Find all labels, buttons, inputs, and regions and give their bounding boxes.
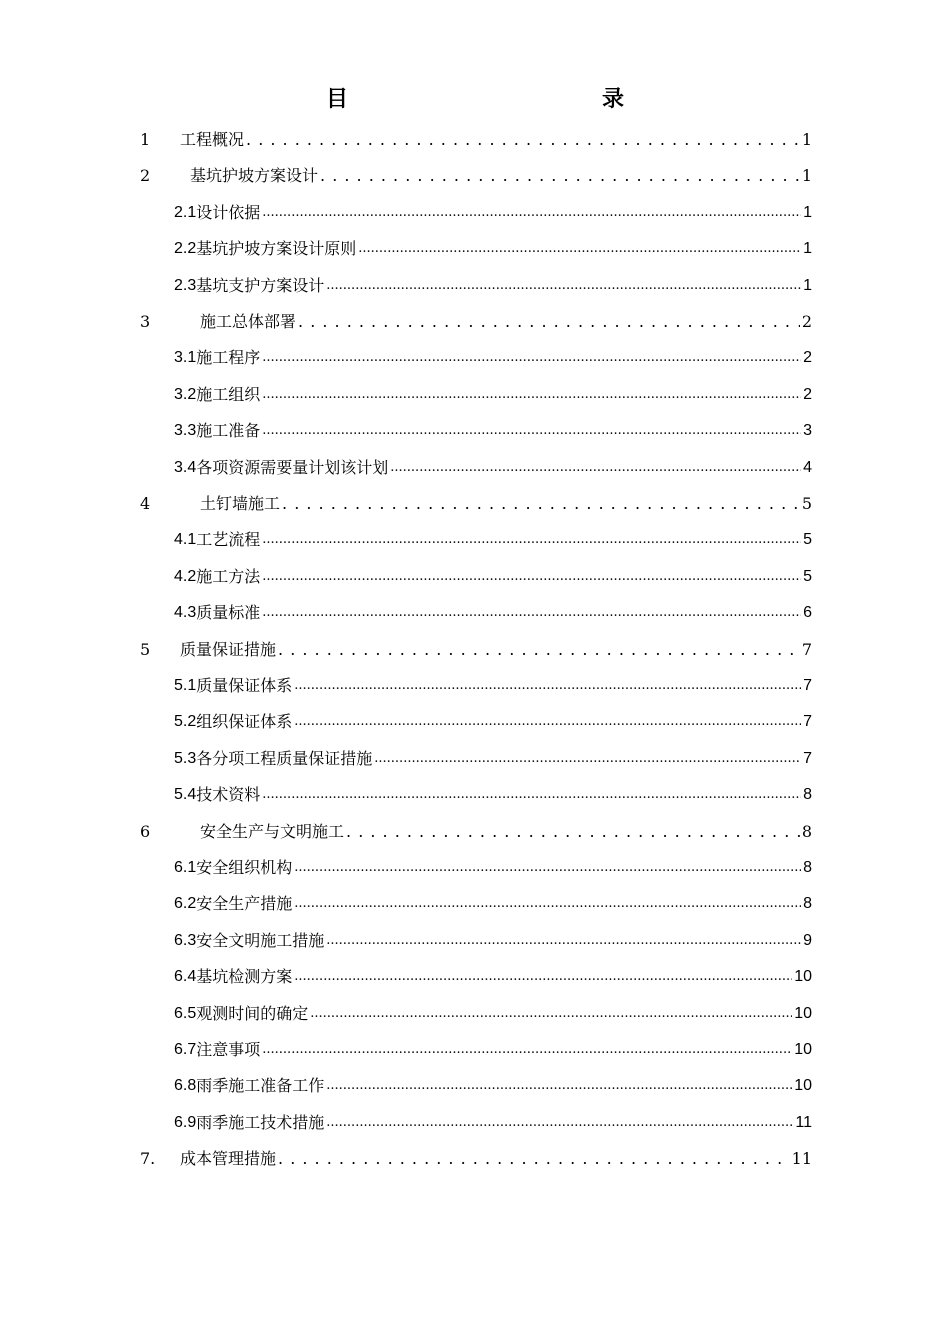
toc-entry-title: 质量保证措施 bbox=[180, 639, 277, 659]
toc-entry-number: 3.1 bbox=[174, 349, 197, 367]
toc-dot-leader bbox=[278, 640, 800, 660]
toc-chapter-entry[interactable] bbox=[0, 124, 950, 150]
toc-dot-leader bbox=[262, 785, 801, 805]
toc-entry-title: 工程概况 bbox=[180, 130, 245, 149]
toc-dot-leader bbox=[298, 312, 800, 332]
toc-page-number: 5 bbox=[803, 531, 812, 549]
toc-entry-number: 3 bbox=[140, 312, 151, 331]
toc-page-number: 3 bbox=[803, 422, 812, 440]
toc-dot-leader bbox=[346, 822, 800, 842]
toc-entry-title: 基坑护坡方案设计 bbox=[190, 166, 319, 186]
toc-entry-title: 基坑支护方案设计 bbox=[196, 275, 325, 295]
toc-page-number: 7 bbox=[801, 639, 812, 659]
toc-page-number: 1 bbox=[803, 203, 812, 221]
toc-dot-leader bbox=[262, 530, 801, 550]
toc-entry-number: 7. bbox=[140, 1149, 156, 1169]
toc-entry-title: 施工方法 bbox=[196, 566, 261, 586]
toc-entry-title: 设计依据 bbox=[196, 202, 261, 222]
toc-entry-number: 5.4 bbox=[174, 786, 197, 804]
toc-entry-title: 技术资料 bbox=[196, 785, 261, 805]
toc-section-entry[interactable] bbox=[0, 342, 950, 368]
toc-dot-leader bbox=[262, 421, 801, 441]
toc-page-number: 2 bbox=[803, 385, 812, 403]
toc-page-number: 1 bbox=[801, 130, 812, 149]
toc-entry-title: 安全组织机构 bbox=[196, 858, 293, 877]
toc-section-entry[interactable] bbox=[0, 743, 950, 769]
toc-entry-number: 5 bbox=[140, 639, 151, 659]
toc-entry-title: 组织保证体系 bbox=[196, 712, 293, 732]
toc-entry-title: 雨季施工准备工作 bbox=[196, 1076, 325, 1096]
toc-entry-number: 6.9 bbox=[174, 1113, 197, 1131]
toc-entry-number: 1 bbox=[140, 130, 151, 149]
toc-dot-leader bbox=[320, 166, 800, 186]
toc-entry-title: 施工准备 bbox=[196, 421, 261, 441]
toc-entry-title: 施工总体部署 bbox=[200, 312, 297, 331]
toc-page-number: 8 bbox=[801, 821, 812, 841]
toc-page-number: 10 bbox=[794, 1004, 812, 1022]
toc-page-number: 10 bbox=[794, 968, 812, 986]
toc-entry-number: 6.3 bbox=[174, 931, 197, 949]
toc-page-number: 8 bbox=[803, 859, 812, 876]
toc-dot-leader bbox=[262, 603, 801, 623]
toc-page-number: 5 bbox=[801, 494, 812, 513]
toc-dot-leader bbox=[294, 894, 801, 914]
toc-entry-number: 6.1 bbox=[174, 859, 197, 876]
toc-entry-number: 5.2 bbox=[174, 713, 197, 731]
toc-section-entry[interactable] bbox=[0, 379, 950, 405]
toc-page-number: 1 bbox=[803, 276, 812, 294]
toc-page-number: 10 bbox=[794, 1041, 812, 1058]
toc-dot-leader bbox=[294, 967, 792, 987]
toc-entry-number: 2.3 bbox=[174, 276, 197, 294]
toc-dot-leader bbox=[326, 276, 801, 296]
toc-page-number: 5 bbox=[803, 567, 812, 585]
toc-entry-title: 各分项工程质量保证措施 bbox=[196, 748, 373, 768]
toc-page-number: 2 bbox=[801, 312, 812, 331]
toc-entry-number: 6.8 bbox=[174, 1077, 197, 1095]
toc-dot-leader bbox=[262, 348, 801, 368]
toc-dot-leader bbox=[374, 749, 801, 769]
toc-entry-title: 施工程序 bbox=[196, 348, 261, 368]
toc-entry-number: 6.2 bbox=[174, 895, 197, 913]
toc-entry-number: 3.4 bbox=[174, 458, 197, 476]
toc-title: 目 录 bbox=[325, 87, 694, 112]
toc-dot-leader bbox=[358, 239, 801, 259]
toc-dot-leader bbox=[294, 676, 801, 696]
toc-dot-leader bbox=[262, 567, 801, 587]
toc-section-entry[interactable] bbox=[0, 961, 950, 987]
toc-page-number: 11 bbox=[795, 1113, 812, 1131]
toc-page-number: 1 bbox=[803, 240, 812, 258]
toc-entry-title: 注意事项 bbox=[196, 1040, 261, 1059]
toc-page-number: 1 bbox=[801, 166, 812, 186]
toc-entry-title: 基坑护坡方案设计原则 bbox=[196, 239, 357, 259]
toc-dot-leader bbox=[326, 931, 801, 951]
toc-entry-number: 3.3 bbox=[174, 422, 197, 440]
toc-entry-number: 6.4 bbox=[174, 968, 197, 986]
toc-dot-leader bbox=[262, 1040, 792, 1060]
toc-entry-title: 施工组织 bbox=[196, 384, 261, 404]
toc-page-number: 11 bbox=[791, 1149, 812, 1169]
toc-section-entry[interactable] bbox=[0, 1034, 950, 1060]
toc-page-number: 7 bbox=[803, 713, 812, 731]
toc-dot-leader bbox=[326, 1113, 793, 1133]
toc-entry-title: 各项资源需要量计划该计划 bbox=[196, 457, 389, 477]
toc-section-entry[interactable] bbox=[0, 998, 950, 1024]
toc-section-entry[interactable] bbox=[0, 888, 950, 914]
toc-dot-leader bbox=[246, 130, 800, 150]
toc-entry-title: 质量保证体系 bbox=[196, 676, 293, 695]
toc-dot-leader bbox=[262, 385, 801, 405]
toc-page-number: 7 bbox=[803, 677, 812, 694]
toc-entry-number: 4.1 bbox=[174, 531, 197, 549]
toc-section-entry[interactable] bbox=[0, 415, 950, 441]
toc-dot-leader bbox=[282, 494, 800, 514]
toc-entry-number: 5.3 bbox=[174, 749, 197, 767]
toc-section-entry[interactable] bbox=[0, 561, 950, 587]
toc-chapter-entry[interactable] bbox=[0, 306, 950, 332]
toc-page-number: 2 bbox=[803, 349, 812, 367]
toc-entry-number: 2 bbox=[140, 166, 151, 186]
toc-dot-leader bbox=[262, 203, 801, 223]
toc-entry-number: 4.3 bbox=[174, 604, 197, 622]
toc-section-entry[interactable] bbox=[0, 779, 950, 805]
toc-page-number: 8 bbox=[803, 895, 812, 913]
toc-chapter-entry[interactable] bbox=[0, 634, 950, 660]
toc-dot-leader bbox=[278, 1149, 790, 1169]
toc-entry-number: 6.5 bbox=[174, 1004, 197, 1022]
toc-chapter-entry[interactable] bbox=[0, 816, 950, 842]
toc-entry-title: 安全文明施工措施 bbox=[196, 930, 325, 950]
toc-entry-title: 工艺流程 bbox=[196, 530, 261, 550]
toc-dot-leader bbox=[294, 858, 801, 878]
toc-section-entry[interactable] bbox=[0, 452, 950, 478]
toc-section-entry[interactable] bbox=[0, 197, 950, 223]
toc-entry-title: 安全生产措施 bbox=[196, 894, 293, 914]
toc-entry-title: 基坑检测方案 bbox=[196, 967, 293, 987]
toc-entry-number: 4.2 bbox=[174, 567, 197, 585]
toc-entry-number: 5.1 bbox=[174, 677, 197, 694]
toc-entry-number: 4 bbox=[140, 494, 151, 513]
toc-section-entry[interactable] bbox=[0, 706, 950, 732]
toc-entry-number: 6 bbox=[140, 821, 151, 841]
toc-entry-title: 安全生产与文明施工 bbox=[200, 821, 345, 841]
toc-chapter-entry[interactable] bbox=[0, 160, 950, 186]
toc-section-entry[interactable] bbox=[0, 852, 950, 878]
toc-dot-leader bbox=[390, 458, 801, 478]
toc-entry-number: 6.7 bbox=[174, 1041, 197, 1058]
toc-section-entry[interactable] bbox=[0, 597, 950, 623]
toc-entry-number: 2.2 bbox=[174, 240, 197, 258]
toc-section-entry[interactable] bbox=[0, 1070, 950, 1096]
toc-section-entry[interactable] bbox=[0, 524, 950, 550]
toc-dot-leader bbox=[294, 712, 801, 732]
toc-entry-number: 3.2 bbox=[174, 385, 197, 403]
toc-page-number: 4 bbox=[803, 458, 812, 476]
toc-page-number: 6 bbox=[803, 604, 812, 622]
toc-page-number: 10 bbox=[794, 1077, 812, 1095]
toc-chapter-entry[interactable] bbox=[0, 1143, 950, 1169]
toc-chapter-entry[interactable] bbox=[0, 488, 950, 514]
toc-section-entry[interactable] bbox=[0, 1107, 950, 1133]
toc-page-number: 9 bbox=[803, 931, 812, 949]
toc-section-entry[interactable] bbox=[0, 270, 950, 296]
toc-dot-leader bbox=[310, 1004, 792, 1024]
toc-entry-title: 雨季施工技术措施 bbox=[196, 1112, 325, 1132]
toc-entry-title: 观测时间的确定 bbox=[196, 1003, 309, 1023]
toc-page-number: 7 bbox=[803, 749, 812, 767]
toc-section-entry[interactable] bbox=[0, 670, 950, 696]
toc-page-number: 8 bbox=[803, 786, 812, 804]
toc-entry-title: 成本管理措施 bbox=[180, 1149, 277, 1169]
toc-section-entry[interactable] bbox=[0, 233, 950, 259]
toc-dot-leader bbox=[326, 1076, 792, 1096]
toc-entry-title: 土钉墙施工 bbox=[200, 494, 281, 513]
toc-section-entry[interactable] bbox=[0, 925, 950, 951]
toc-entry-title: 质量标准 bbox=[196, 603, 261, 623]
toc-entry-number: 2.1 bbox=[174, 203, 197, 221]
